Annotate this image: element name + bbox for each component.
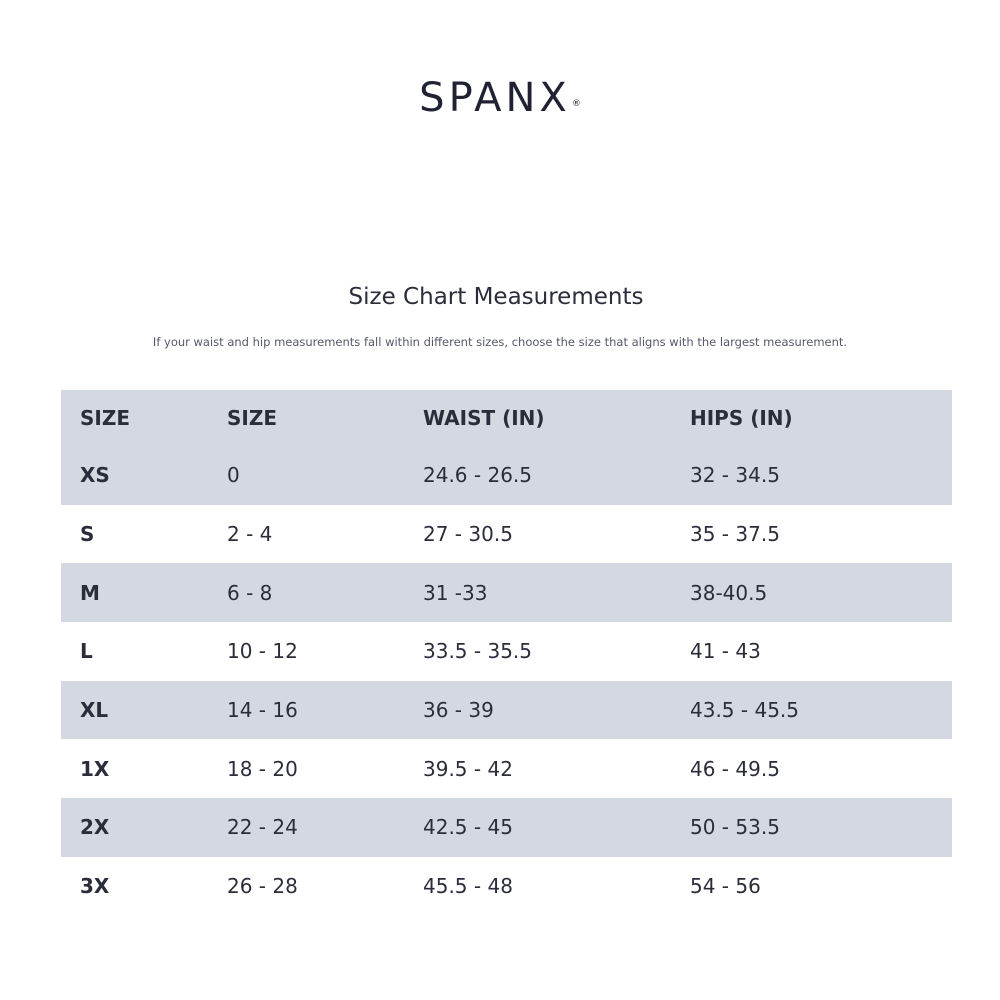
size-guidance-note: If your waist and hip measurements fall within different sizes, choose the size that aligns with the largest measurement. <box>152 335 848 349</box>
hips-cell: 46 - 49.5 <box>690 756 780 781</box>
hips-cell: 54 - 56 <box>690 874 761 899</box>
table-row <box>61 446 952 505</box>
header-size-letter: SIZE <box>80 406 131 430</box>
waist-cell: 31 -33 <box>423 580 488 605</box>
spanx-logo <box>0 74 1000 122</box>
size-number-cell: 0 <box>227 463 240 488</box>
size-letter-cell: 2X <box>80 815 110 840</box>
registered-mark: ® <box>571 99 581 109</box>
size-number-cell: 10 - 12 <box>227 639 298 664</box>
size-letter-cell: L <box>80 639 93 664</box>
size-chart-table <box>61 390 952 916</box>
header-waist: WAIST (IN) <box>423 406 545 430</box>
waist-cell: 24.6 - 26.5 <box>423 463 532 488</box>
size-letter-cell: XS <box>80 463 110 488</box>
waist-cell: 39.5 - 42 <box>423 756 513 781</box>
hips-cell: 41 - 43 <box>690 639 761 664</box>
page-title <box>0 280 1000 314</box>
logo-text: SPANX <box>419 75 571 121</box>
size-number-cell: 26 - 28 <box>227 874 298 899</box>
size-number-cell: 22 - 24 <box>227 815 298 840</box>
size-number-cell: 18 - 20 <box>227 756 298 781</box>
waist-cell: 42.5 - 45 <box>423 815 513 840</box>
table-row <box>61 739 952 798</box>
hips-cell: 50 - 53.5 <box>690 815 780 840</box>
size-number-cell: 14 - 16 <box>227 698 298 723</box>
waist-cell: 27 - 30.5 <box>423 522 513 547</box>
title-text: Size Chart Measurements <box>348 284 644 310</box>
table-row <box>61 505 952 564</box>
hips-cell: 38-40.5 <box>690 580 768 605</box>
size-letter-cell: M <box>80 580 100 605</box>
waist-cell: 33.5 - 35.5 <box>423 639 532 664</box>
table-row <box>61 798 952 857</box>
table-row <box>61 563 952 622</box>
header-size-number: SIZE <box>227 406 278 430</box>
table-row <box>61 681 952 740</box>
header-hips: HIPS (IN) <box>690 406 793 430</box>
hips-cell: 32 - 34.5 <box>690 463 780 488</box>
size-letter-cell: XL <box>80 698 109 723</box>
size-letter-cell: S <box>80 522 95 547</box>
table-row <box>61 857 952 916</box>
hips-cell: 35 - 37.5 <box>690 522 780 547</box>
size-letter-cell: 3X <box>80 874 110 899</box>
table-row <box>61 622 952 681</box>
size-number-cell: 2 - 4 <box>227 522 273 547</box>
table-header-row <box>61 390 952 446</box>
waist-cell: 36 - 39 <box>423 698 494 723</box>
size-number-cell: 6 - 8 <box>227 580 273 605</box>
hips-cell: 43.5 - 45.5 <box>690 698 799 723</box>
size-letter-cell: 1X <box>80 756 110 781</box>
waist-cell: 45.5 - 48 <box>423 874 513 899</box>
